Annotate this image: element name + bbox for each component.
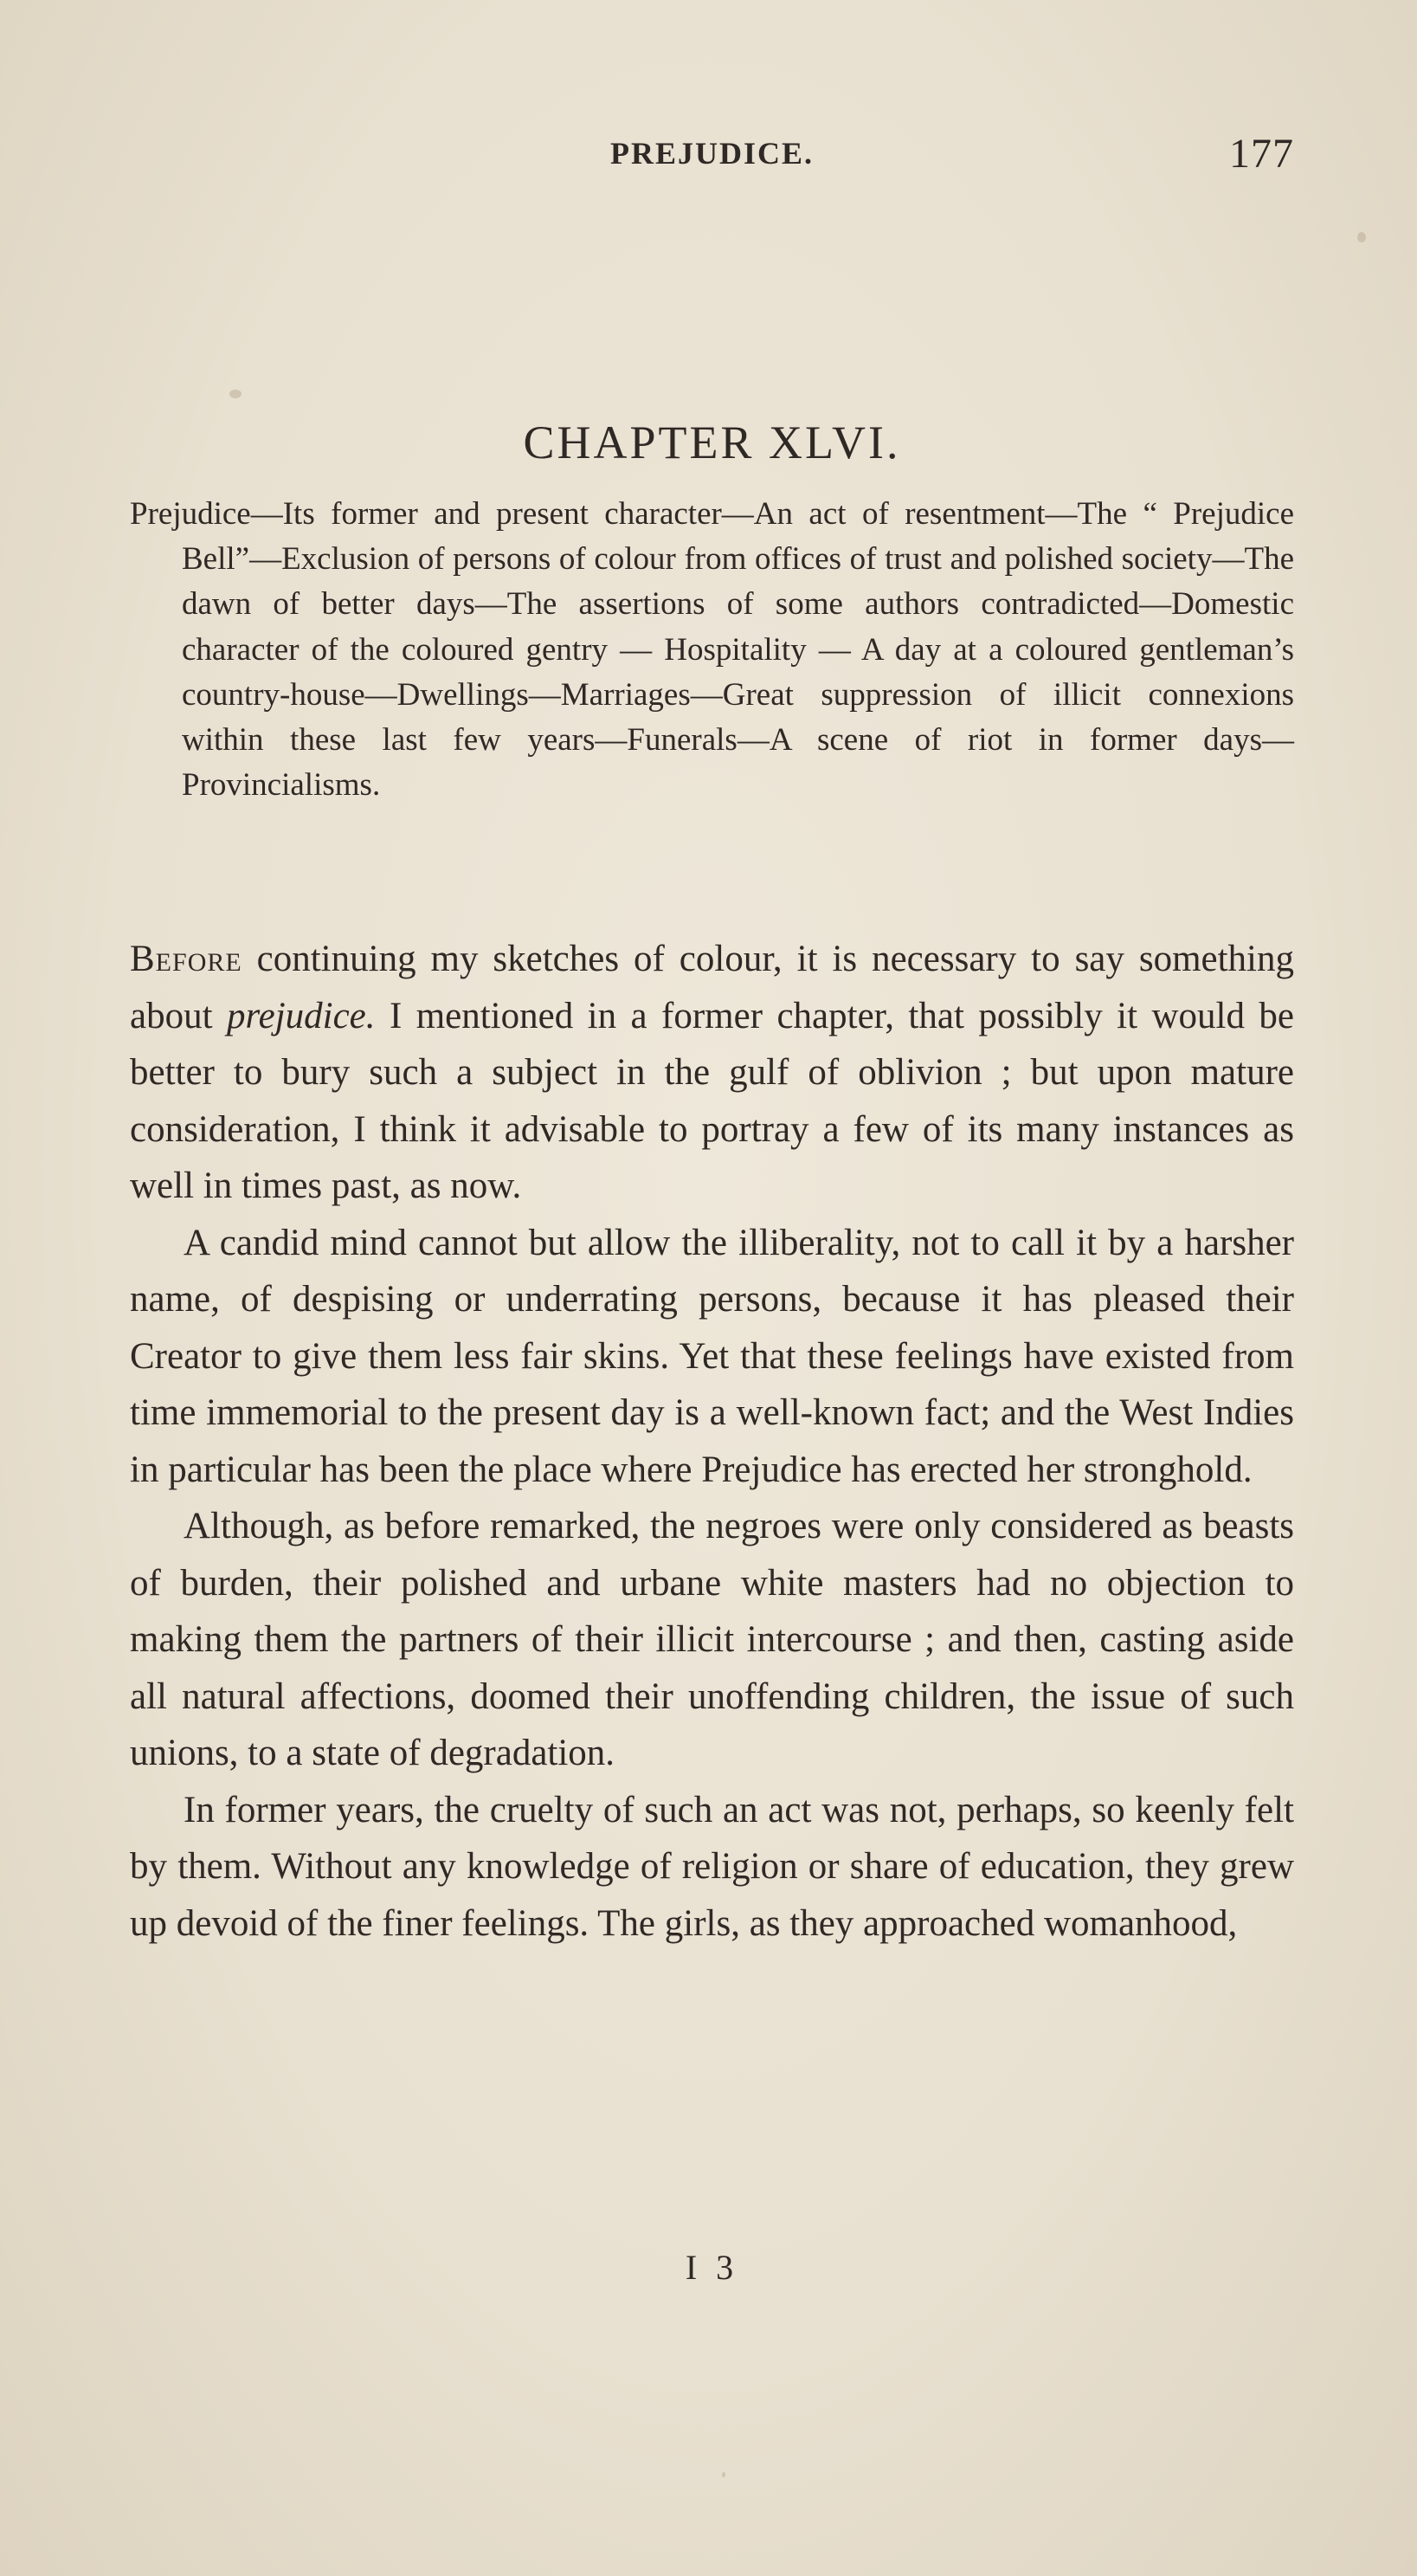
paper-speck [722,2472,725,2477]
paragraph [130,931,1294,1215]
paragraph-text: continuing my sketches of colour, it is necessary to say something about [130,939,1294,1036]
running-head [130,130,1294,182]
body-text [130,931,1294,1952]
paragraph: A candid mind cannot but allow the illiberality, not to call it by a harsher name, of despising or underrating persons, because it has pleased their Creator to give them less fair skins. Yet that these feelings have existed from time immemorial to the present day is a well-known fact; and the West Indies in particular has been the place where Prejudice has erected her stronghold. [130,1222,1294,1490]
page-number: 177 [1229,131,1294,177]
paragraph-text: I mentioned in a former chapter, that possibly it would be better to bury such a subject in the gulf of oblivion ; but upon mature consideration, I think it advisable to portray a few of its many instances as well in times past, as now. [130,995,1294,1206]
emphasis-word: prejudice. [226,995,376,1036]
chapter-title: CHAPTER XLVI. [523,416,901,468]
paragraph: Although, as before remarked, the negroes were only considered as beasts of burden, their polished and urbane white masters had no objection to making them the partners of their illicit intercourse ; and then, casting aside all natural affections, doomed their unoffending children, the issue of such unions, to a state of degradation. [130,1506,1294,1773]
paragraph: In former years, the cruelty of such an act was not, perhaps, so keenly felt by them. Without any knowledge of religion or share of education, they grew up devoid of the finer feelings. The girls, as they approached womanhood, [130,1789,1294,1944]
signature-mark: I 3 [685,2248,739,2287]
chapter-synopsis: Prejudice—Its former and present character—An act of resentment—The “ Prejudice Bell”—Exclusion of persons of colour from offices of trust and polished society—The dawn of better days—The assertions of some authors contradicted—Domestic character of the coloured gentry — Hospitality — A day at a coloured gentleman’s country-house—Dwellings—Marriages—Great suppression of illicit connexions within these last few years—Funerals—A scene of riot in former days—Provincialisms. [130,496,1294,804]
running-title: PREJUDICE. [609,136,814,171]
opening-word: Before [130,939,242,979]
paper-speck [1357,232,1366,242]
paper-speck [229,390,242,398]
